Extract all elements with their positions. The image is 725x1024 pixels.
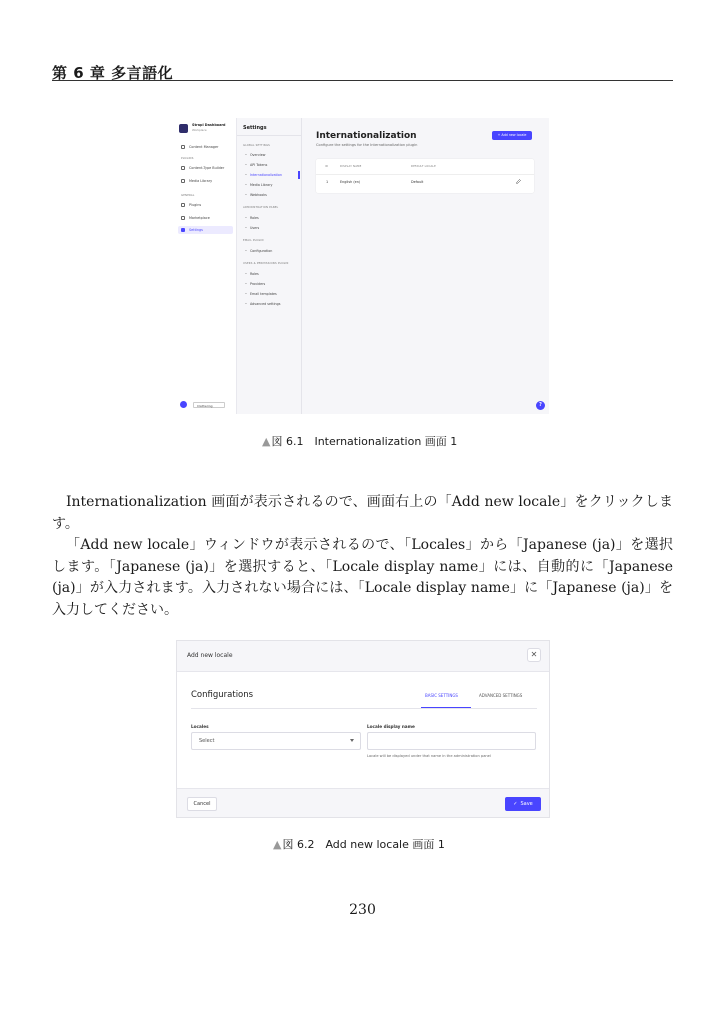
layout-icon (181, 166, 185, 170)
gear-icon (181, 228, 185, 232)
submenu-api-tokens[interactable]: • API Tokens (245, 163, 267, 167)
paragraph-1: Internationalization 画面が表示されるので、画面右上の「Add new locale」をクリックします。 (52, 494, 673, 532)
modal-footer (177, 788, 550, 818)
table-header-display-name: DISPLAY NAME (340, 165, 362, 168)
image-icon (181, 179, 185, 183)
submenu-title: Settings (243, 125, 267, 131)
nav-section-plugins: PLUGINS (181, 157, 194, 160)
locales-select[interactable] (191, 732, 361, 750)
page-title: Internationalization (316, 131, 417, 141)
user-name: Clathering (193, 402, 225, 408)
modal-header (177, 641, 550, 672)
nav-section-general: GENERAL (181, 194, 195, 197)
brand (179, 123, 232, 137)
display-name-input[interactable] (367, 732, 536, 750)
avatar (180, 401, 187, 408)
nav-label: Content-Type Builder (189, 166, 225, 170)
pen-icon (181, 145, 185, 149)
paragraph-2: 「Add new locale」ウィンドウが表示されるので、「Locales」から「Japanese (ja)」を選択します。「Japanese (ja)」を選択すると、「Locale display name」には、自動的に「Japanese (ja)」が入力されます。入力されない場合には、「Locale display name」に「Japanese (ja)」を入力してください。 (52, 537, 673, 618)
add-new-locale-button[interactable]: + Add new locale (492, 131, 532, 140)
display-name-label: Locale display name (367, 724, 415, 729)
tabs-divider (191, 708, 537, 709)
nav-marketplace[interactable] (178, 214, 233, 222)
nav-label: Media Library (189, 179, 213, 183)
nav-content-type-builder[interactable] (178, 164, 233, 172)
page-subtitle: Configure the settings for the Internationalization plugin (316, 143, 418, 147)
header-rule (52, 80, 673, 81)
body-text (52, 492, 673, 621)
submenu-configuration[interactable]: • Configuration (245, 249, 272, 253)
caption-triangle: ▲ (262, 435, 271, 448)
modal-title: Add new locale (187, 652, 233, 659)
active-tab-underline (421, 707, 471, 708)
submenu-providers[interactable]: • Providers (245, 282, 265, 286)
help-button[interactable]: ? (536, 401, 545, 410)
figure2-caption (273, 836, 445, 852)
brand-subtitle: Workplace (192, 128, 207, 132)
submenu-email-templates[interactable]: • Email templates (245, 292, 277, 296)
configurations-heading: Configurations (191, 690, 254, 700)
caption-triangle: ▲ (273, 838, 282, 851)
submenu-advanced-settings[interactable]: • Advanced settings (245, 302, 280, 306)
submenu-divider (237, 135, 301, 136)
display-name-hint: Locale will be displayed under that name in the administration panel (367, 754, 491, 758)
nav-media-library[interactable] (178, 177, 233, 185)
save-label: Save (520, 801, 533, 807)
nav-plugins[interactable] (178, 201, 233, 209)
close-button[interactable] (527, 648, 541, 662)
row-display-name: English (en) (340, 180, 361, 184)
submenu-media-library[interactable]: • Media Library (245, 183, 272, 187)
locales-select-value: Select (199, 738, 215, 744)
figure-internationalization-screenshot (175, 118, 549, 414)
main-content (302, 118, 549, 414)
nav-settings[interactable] (178, 226, 233, 234)
tab-advanced-settings[interactable]: ADVANCED SETTINGS (479, 693, 523, 698)
nav-label: Plugins (189, 203, 202, 207)
figure-add-new-locale-modal (176, 640, 550, 818)
submenu-overview[interactable]: • Overview (245, 153, 265, 157)
row-id: 1 (326, 180, 329, 184)
tab-basic-settings[interactable]: BASIC SETTINGS (425, 693, 458, 698)
settings-submenu (237, 118, 302, 414)
cancel-button[interactable]: Cancel (187, 797, 217, 811)
modal-body (177, 672, 550, 788)
main-nav (175, 118, 237, 414)
chapter-title: 第 6 章 多言語化 (52, 64, 174, 82)
submenu-users[interactable]: • Users (245, 226, 259, 230)
save-button[interactable] (505, 797, 541, 811)
nav-label: Content Manager (189, 145, 219, 149)
table-header-default-locale: DEFAULT LOCALE (411, 165, 436, 168)
nav-label: Marketplace (189, 216, 210, 220)
nav-label: Settings (189, 228, 203, 232)
page-number: 230 (349, 902, 376, 918)
caption-text: 図 6.2 Add new locale 画面 1 (282, 838, 445, 851)
table-divider (316, 174, 534, 175)
submenu-section-users-permissions: USERS & PERMISSIONS PLUGIN (243, 262, 289, 265)
chevron-down-icon (350, 739, 354, 742)
caption-text: 図 6.1 Internationalization 画面 1 (271, 435, 458, 448)
close-icon: ✕ (530, 650, 538, 659)
active-indicator (298, 171, 300, 179)
figure1-caption (262, 433, 457, 449)
submenu-section-global: GLOBAL SETTINGS (243, 144, 270, 147)
cart-icon (181, 216, 185, 220)
edit-pen-icon[interactable] (516, 179, 521, 184)
submenu-roles-2[interactable]: • Roles (245, 272, 259, 276)
user-menu[interactable] (179, 401, 233, 410)
row-default: Default (411, 180, 424, 184)
submenu-section-email: EMAIL PLUGIN (243, 239, 264, 242)
nav-content-manager[interactable] (178, 143, 233, 151)
brand-title: Strapi Dashboard (192, 123, 226, 127)
submenu-webhooks[interactable]: • Webhooks (245, 193, 267, 197)
puzzle-icon (181, 203, 185, 207)
check-icon: ✓ (513, 801, 518, 807)
strapi-logo-icon (179, 124, 188, 133)
submenu-roles[interactable]: • Roles (245, 216, 259, 220)
submenu-section-admin: ADMINISTRATION PANEL (243, 206, 279, 209)
locales-label: Locales (191, 724, 209, 729)
locales-table (316, 159, 534, 193)
table-header-id: ID (325, 165, 329, 168)
submenu-internationalization[interactable]: • Internationalization (245, 173, 282, 177)
